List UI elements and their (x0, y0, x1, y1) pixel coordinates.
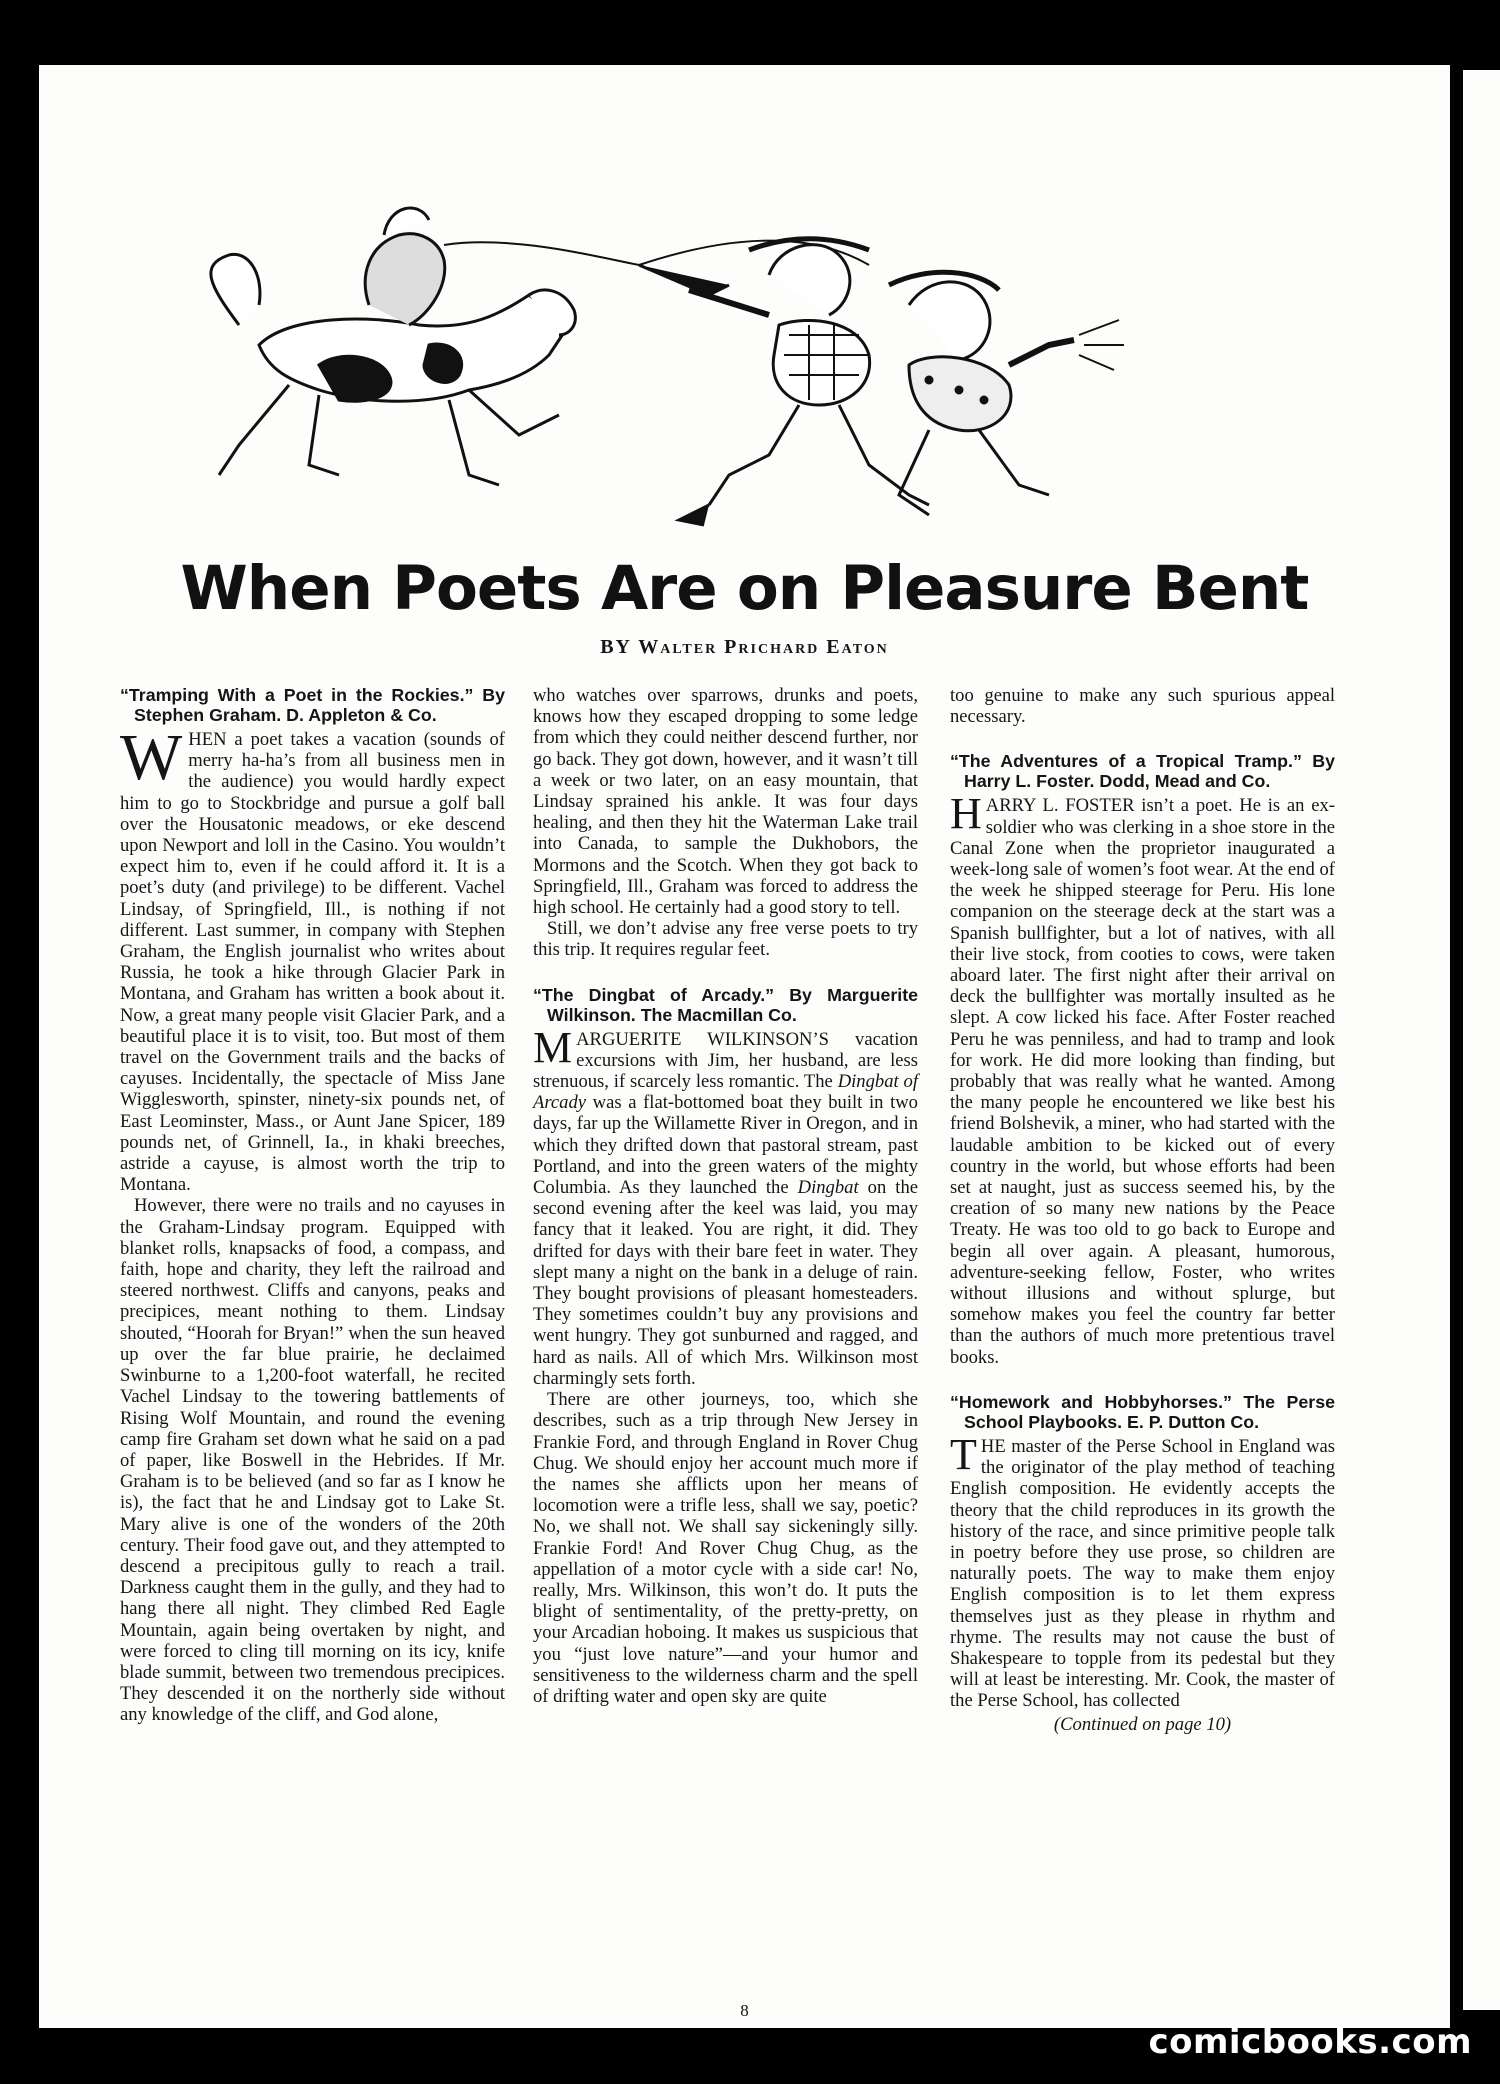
watermark: comicbooks.com (1148, 2022, 1472, 2062)
drop-cap: M (533, 1022, 573, 1072)
gunslingers-figure (639, 239, 1124, 525)
review-heading: “The Dingbat of Arcady.” By Marguerite Wilkinson. The Macmillan Co. (533, 984, 918, 1025)
article-paragraph: MARGUERITE WILKINSON’S vacation excursions with Jim, her husband, are less strenuous, if scarcely less romantic. The Dingbat of Arcady was a flat-bottomed boat they built in two days, far up the Willamette River in Oregon, and in which they drifted down that pastoral stream, past Portland, and into the green waters of the mighty Columbia. As they launched the Dingbat on the second evening after the keel was laid, you may fancy that it leaked. You are right, it did. They drifted for days with their bare feet in water. They slept many a night on the bank in a deluge of rain. They bought provisions of pleasant homesteaders. They sometimes couldn’t buy any provisions and went hungry. They got sunburned and ragged, and hard as nails. All of which Mrs. Wilkinson most charmingly sets forth. (533, 1022, 919, 1389)
column-1 (120, 685, 505, 1726)
byline-author: Walter Prichard Eaton (638, 636, 889, 658)
article-paragraph: Still, we don’t advise any free verse poets to try this trip. It requires regular feet. (533, 918, 918, 961)
article-paragraph: There are other journeys, too, which she describes, such as a trip through New Jersey in Frankie Ford, and through England in Rover Chug Chug. We should enjoy her account much more if the names she afflicts upon her means of locomotion were a trifle less, shall we say, poetic? No, we shall not. We shall say sickeningly silly. Frankie Ford! And Rover Chug Chug, as the appellation of a motor cycle with a side car! No, really, Mrs. Wilkinson, this won’t do. It puts the blight of sentimentality, of the pretty-pretty, on your Arcadian hoboing. It makes us suspicious that you “just love nature”—and your humor and sensitiveness to the wilderness charm and the spell of drifting water and open sky are quite (533, 1389, 918, 1707)
review-heading: “The Adventures of a Tropical Tramp.” By Harry L. Foster. Dodd, Mead and Co. (950, 751, 1335, 792)
article-paragraph: WHEN a poet takes a vacation (sounds of merry ha-ha’s from all business men in the audience) you would hardly expect him to go to Stockbridge and pursue a golf ball over the Housatonic meadows, or eke descend upon Newport and loll in the Casino. You wouldn’t expect him to, even if he could afford it. It is a poet’s duty (and privilege) to be different. Vachel Lindsay, of Springfield, Ill., is nothing if not different. Last summer, in company with Stephen Graham, the English journalist who writes about Russia, he took a hike through Glacier Park in Montana, and Graham has written a book about it. Now, a great many people visit Glacier Park, and a beautiful place it is to visit, too. But most of them travel on the Government trails and the backs of cayuses. Incidentally, the spectacle of Miss Jane Wigglesworth, spinster, ninety-six pounds net, of East Leominster, Mass., or Aunt Jane Spicer, 189 pounds net, of Grinnell, Ia., in khaki breeches, astride a cayuse, is almost worth the trip to Montana. (120, 721, 505, 1196)
review-heading: “Tramping With a Poet in the Rockies.” By Stephen Graham. D. Appleton & Co. (120, 685, 505, 725)
byline (39, 636, 1450, 659)
article-paragraph: HARRY L. FOSTER isn’t a poet. He is an ex-soldier who was clerking in a shoe store in the Canal Zone when the proprietor inaugurated a week-long sale of women’s foot wear. At the end of the week he shipped steerage for Peru. His lone companion on the steerage deck at the start was a Spanish bullfighter, but a lot of natives, with all their live stock, from cooties to cows, were taken aboard later. The first night after their arrival on deck the bullfighter was mortally insulted as he slept. A cow licked his face. After Foster reached Peru he was penniless, and had to tramp and look for work. He did more looking than finding, but probably that was really what he wanted. Among the many people he encountered we like best his friend Bolshevik, a miner, who had started with the laudable ambition to be kicked out of every country in the world, but whose efforts had been set at naught, just as success seemed his, by the creation of so many new nations by the Peace Treaty. He was too old to go back to Europe and begin all over again. A pleasant, humorous, adventure-seeking fellow, Foster, who writes without illusions and without splurge, but somehow makes you feel the country far better than the authors of much more pretentious travel books. (950, 789, 1335, 1368)
drop-cap: H (950, 789, 982, 839)
page-number: 8 (740, 2001, 749, 2020)
horse-rider-figure (211, 208, 639, 485)
continued-note: (Continued on page 10) (1053, 1713, 1232, 1735)
article-paragraph: THE master of the Perse School in England was the originator of the play method of teaching English composition. He evidently accepts the theory that the child reproduces in its growth the history of the race, and since primitive people talk in poetry before they use prose, so children are naturally poets. The way to make them enjoy English composition is to let them express themselves just as they please in rhythm and rhyme. The results may not cause the bust of Shakespeare to topple from its pedestal but they will at least be interesting. Mr. Cook, the master of the Perse School, has collected (950, 1429, 1335, 1712)
magazine-page (39, 65, 1450, 2028)
drop-cap: W (120, 721, 183, 794)
drop-cap: T (950, 1429, 977, 1479)
adjacent-page-edge (1463, 70, 1500, 2010)
article-title: When Poets Are on Pleasure Bent (180, 553, 1309, 624)
column-3 (950, 685, 1335, 1735)
article-paragraph: too genuine to make any such spurious appeal necessary. (950, 685, 1335, 728)
article-paragraph: However, there were no trails and no cayuses in the Graham-Lindsay program. Equipped with blanket rolls, knapsacks of food, a compass, and faith, hope and charity, they left the railroad and steered northwest. Cliffs and canyons, peaks and precipices, meant nothing to them. Lindsay shouted, “Hoorah for Bryan!” when the sun heaved up over the far blue prairie, he declaimed Swinburne to a 1,200-foot waterfall, he recited Vachel Lindsay to the towering battlements of Rising Wolf Mountain, and round the evening camp fire Graham set down what he said on a pad of paper, like Boswell in the Hebrides. If Mr. Graham is to be believed (and so far as I know he is), the fact that he and Lindsay got to Lake St. Mary alive is one of the wonders of the 20th century. Their food gave out, and they attempted to descend a precipitous gully to reach a trail. Darkness caught them in the gully, and they had to hang there all night. They climbed Red Eagle Mountain, again being overtaken by night, and were forced to cling till morning on its icy, knife blade summit, between two tremendous precipices. They descended it on the northerly side without any knowledge of the cliff, and God alone, (120, 1195, 505, 1726)
cowboy-illustration (169, 175, 1369, 545)
byline-by: BY (600, 636, 632, 658)
review-heading: “Homework and Hobbyhorses.” The Perse School Playbooks. E. P. Dutton Co. (950, 1391, 1335, 1432)
article-paragraph: who watches over sparrows, drunks and poets, knows how they escaped dropping to some ledge from which they could neither descend further, nor go back. They got down, however, and it wasn’t till a week or two later, on an easy mountain, that Lindsay sprained his ankle. It was four days healing, and then they hit the Waterman Lake trail into Canada, to sample the Dukhobors, the Mormons and the Scotch. When they got back to Springfield, Ill., Graham was forced to address the high school. He certainly had a good story to tell. (533, 685, 918, 919)
column-2 (533, 685, 918, 1707)
